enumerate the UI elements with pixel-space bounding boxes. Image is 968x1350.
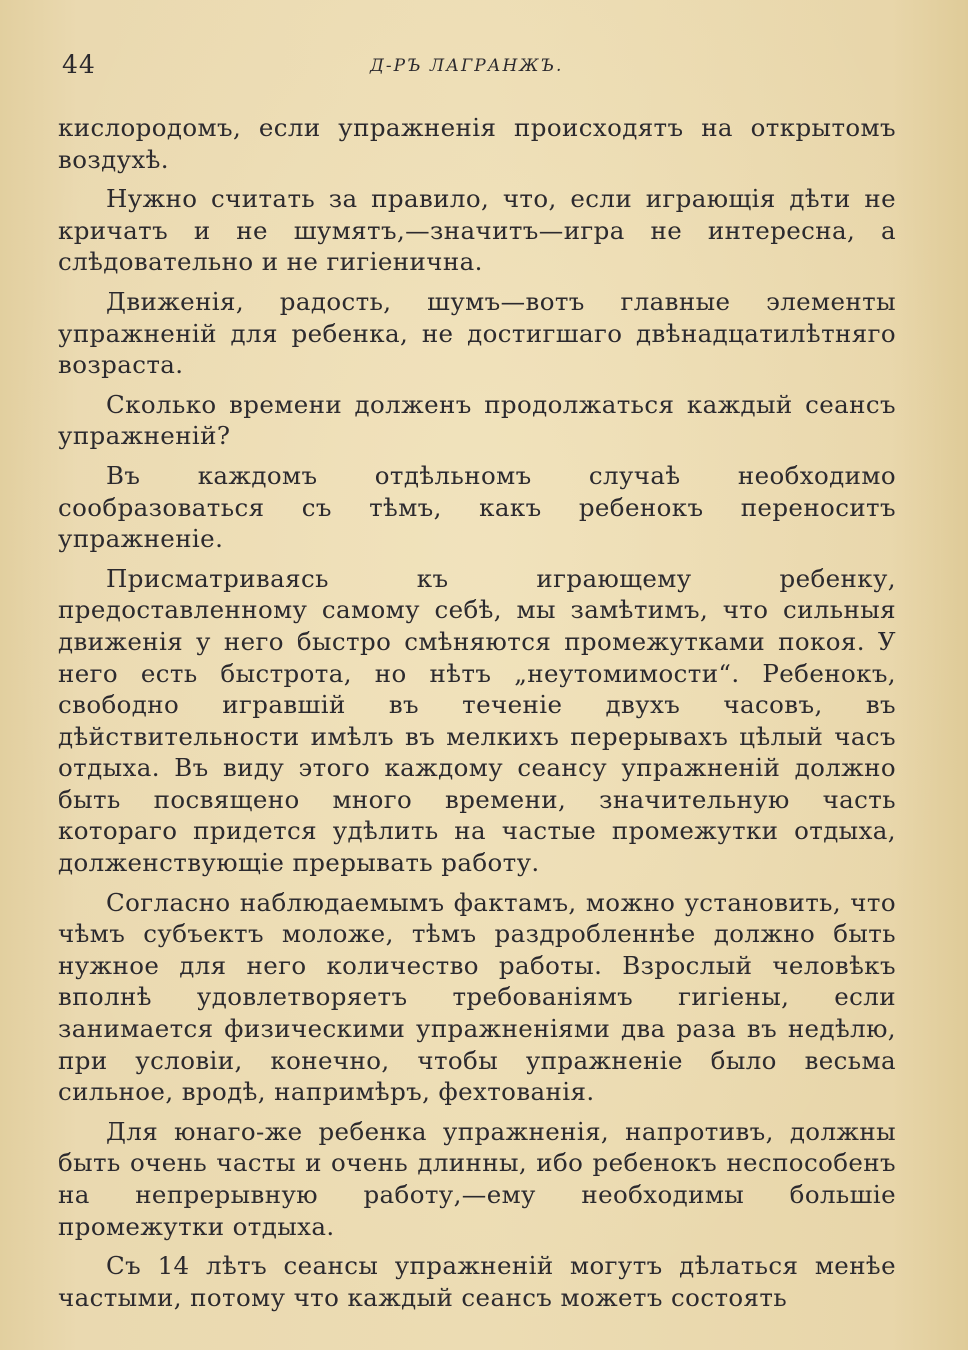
page-number: 44 — [62, 50, 96, 79]
paragraph: Съ 14 лѣтъ сеансы упражненій могутъ дѣлаться менѣе частыми, потому что каждый сеансъ можетъ состоять — [58, 1251, 896, 1312]
body-text — [58, 112, 896, 1321]
paragraph: Нужно считать за правило, что, если играющія дѣти не кричатъ и не шумятъ,—значитъ—игра не интересна, а слѣдовательно и не гигіенична. — [58, 184, 896, 277]
paragraph: Сколько времени долженъ продолжаться каждый сеансъ упражненій? — [58, 389, 896, 451]
paragraph: Для юнаго-же ребенка упражненія, напротивъ, должны быть очень часты и очень длинны, ибо ребенокъ неспособенъ на непрерывную работу,—ему необходимы большіе промежутки отдыха. — [58, 1116, 896, 1241]
running-head — [62, 50, 898, 80]
paragraph: кислородомъ, если упражненія происходятъ на открытомъ воздухѣ. — [58, 113, 896, 174]
paragraph: Согласно наблюдаемымъ фактамъ, можно установить, что чѣмъ субъектъ моложе, тѣмъ раздробленнѣе должно быть нужное для него количество работы. Взрослый человѣкъ вполнѣ удовлетворяетъ требованіямъ гигіены, если занимается физическими упражненіями два раза въ недѣлю, при условіи, конечно, чтобы упражненіе было весьма сильное, вродѣ, напримѣръ, фехтованія. — [58, 887, 896, 1107]
paragraph: Въ каждомъ отдѣльномъ случаѣ необходимо сообразоваться съ тѣмъ, какъ ребенокъ переноситъ упражненіе. — [58, 460, 896, 554]
paragraph: Движенія, радость, шумъ—вотъ главные элементы упражненій для ребенка, не достигшаго двѣнадцатилѣтняго возраста. — [58, 286, 896, 380]
running-title: Д-РЪ ЛАГРАНЖЪ. — [370, 56, 564, 76]
paragraph: Присматриваясь къ играющему ребенку, предоставленному самому себѣ, мы замѣтимъ, что сильныя движенія у него быстро смѣняются промежутками покоя. У него есть быстрота, но нѣтъ „неутомимости“. Ребенокъ, свободно игравшій въ теченіе двухъ часовъ, въ дѣйствительности имѣлъ въ мелкихъ перерывахъ цѣлый часъ отдыха. Въ виду этого каждому сеансу упражненій должно быть посвящено много времени, значительную часть котораго придется удѣлить на частые промежутки отдыха, долженствующіе прерывать работу. — [58, 563, 896, 878]
